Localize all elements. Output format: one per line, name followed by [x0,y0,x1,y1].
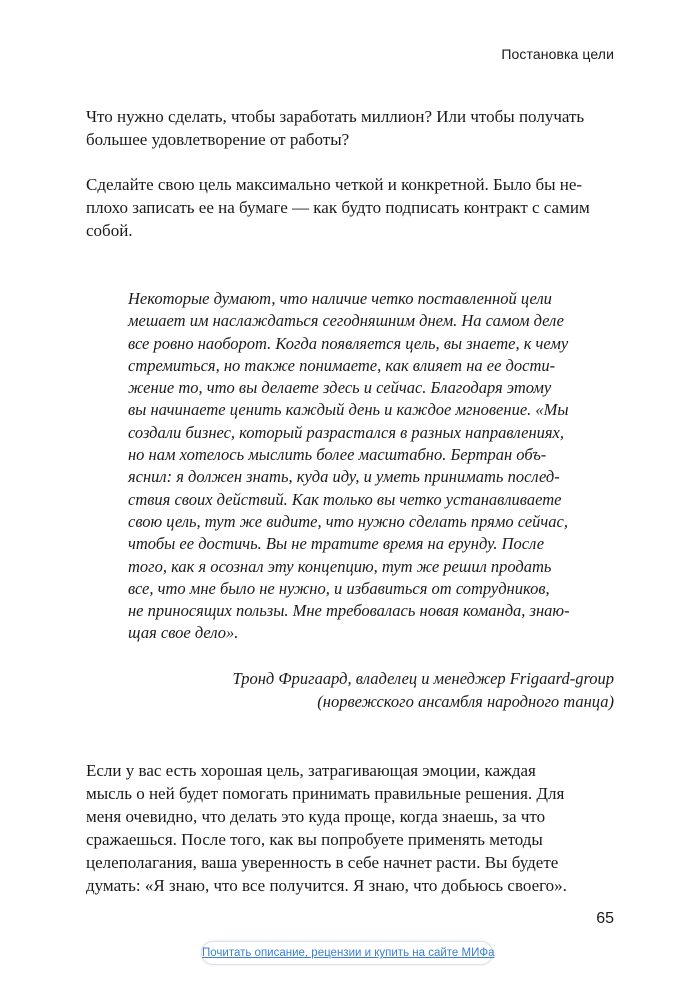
text-line: целеполагания, ваша уверенность в себе начнет расти. Вы будете [86,853,559,872]
quote-line: стремиться, но также понимаете, как влияет на ее дости- [128,355,556,375]
text-line: большее удовлетворение от работы? [86,130,350,149]
running-head-title: Постановка цели [501,46,614,62]
quote-line: но нам хотелось мыслить более масштабно. Бертран объ- [128,445,547,465]
text-line: Сделайте свою цель максимально четкой и конкретной. Было бы не- [86,175,583,194]
paragraph-intro [86,105,616,151]
quote-attribution [134,667,614,713]
quote-line: чтобы ее достичь. Вы не тратите время на ерунду. После [128,534,545,554]
text-line: собой. [86,221,133,240]
page-number: 65 [596,910,614,927]
text-line: мысль о ней будет помогать принимать правильные решения. Для [86,784,565,803]
paragraph-advice [86,173,616,242]
text-line: меня очевидно, что делать это куда проще, когда знаешь, за что [86,807,546,826]
buy-book-link[interactable]: Почитать описание, рецензии и купить на сайте МИФа [201,941,493,965]
text-line: Если у вас есть хорошая цель, затрагивающая эмоции, каждая [86,761,536,780]
attribution-line: (норвежского ансамбля народного танца) [317,692,614,711]
quote-line: все ровно наоборот. Когда появляется цель, вы знаете, к чему [128,333,569,353]
attribution-line: Тронд Фригаард, владелец и менеджер Frigaard-group [232,669,614,688]
quote-line: свою цель, тут же видите, что нужно сделать прямо сейчас, [128,511,569,531]
quote-line: ствия своих действий. Как только вы четко устанавливаете [128,489,562,509]
quote-line: мешает им наслаждаться сегодняшним днем. На самом деле [128,311,565,331]
text-line: плохо записать ее на бумаге — как будто подписать контракт с самим [86,198,590,217]
quote-line: создали бизнес, который разрастался в разных направлениях, [128,422,564,442]
quote-line: не приносящих пользы. Мне требовалась новая команда, знаю- [128,601,570,621]
block-quote [128,288,618,645]
text-line: сражаешься. После того, как вы попробуете применять методы [86,830,543,849]
paragraph-conclusion [86,759,616,897]
quote-line: того, как я осознал эту концепцию, тут же решил продать [128,556,552,576]
quote-line: яснил: я должен знать, куда иду, и уметь принимать послед- [128,467,560,487]
quote-line: щая свое дело». [128,623,239,643]
text-line: думать: «Я знаю, что все получится. Я знаю, что добьюсь своего». [86,876,567,895]
quote-line: вы начинаете ценить каждый день и каждое мгновение. «Мы [128,400,569,420]
quote-line: все, что мне было не нужно, и избавиться от сотрудников, [128,578,550,598]
quote-line: Некоторые думают, что наличие четко поставленной цели [128,289,552,308]
quote-line: жение то, что вы делаете здесь и сейчас. Благодаря этому [128,378,552,398]
text-line: Что нужно сделать, чтобы заработать миллион? Или чтобы получать [86,107,585,126]
